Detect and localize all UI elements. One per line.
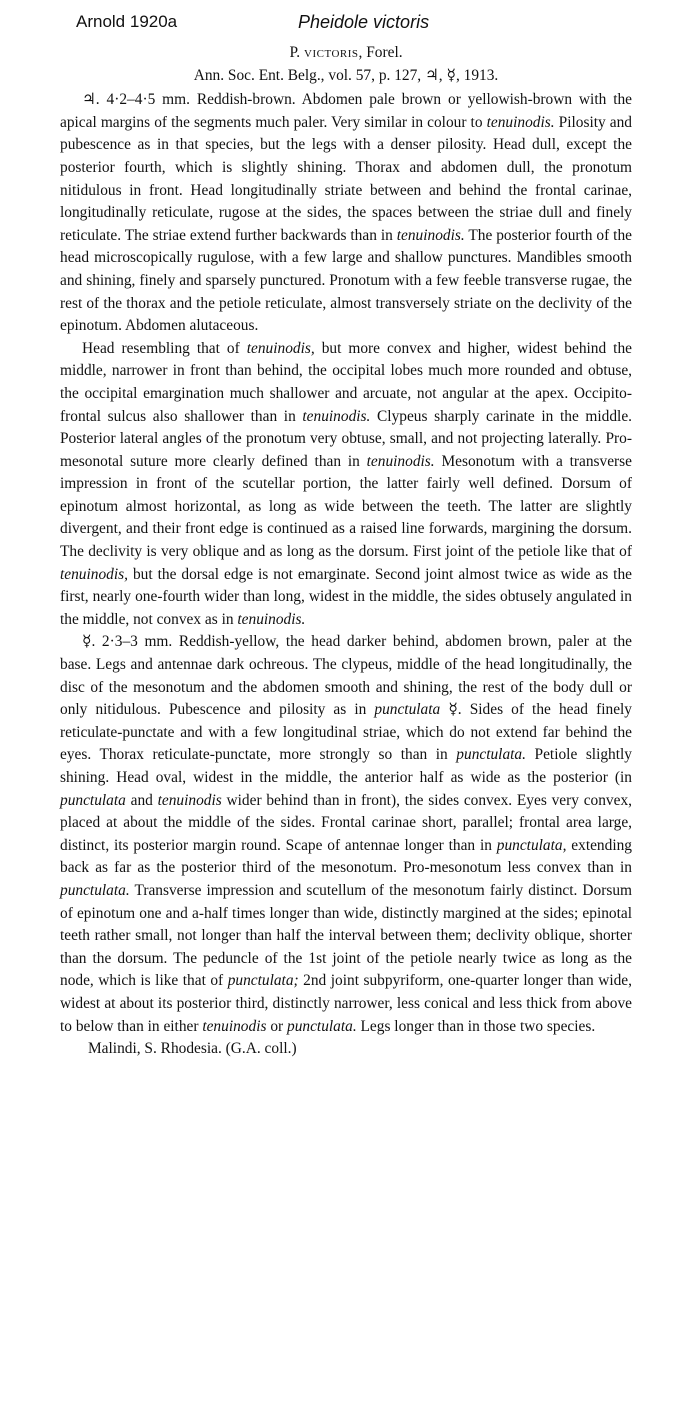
italic-taxon-name: punctulata. — [60, 881, 130, 899]
italic-taxon-name: tenuinodis. — [486, 113, 555, 131]
species-author: , Forel. — [358, 44, 403, 61]
italic-taxon-name: tenuinodis. — [366, 452, 435, 470]
italic-taxon-name: tenuinodis, — [60, 565, 128, 583]
species-title — [60, 42, 632, 65]
italic-taxon-name: tenuinodis — [202, 1017, 267, 1035]
italic-taxon-name: punctulata. — [456, 746, 526, 764]
species-name: victoris — [304, 44, 359, 61]
major-head-paragraph: Head resembling that of tenuinodis, but more convex and higher, widest behind the middle, narrower in front than behind, the occipital lobes much more rounded and obtuse, the occipital emargination much shallower and arcuate, not angular at the apex. Occipito-frontal sulcus also shallower than in tenuinodis. Clypeus sharply carinate in the middle. Posterior lateral angles of the pronotum very obtuse, small, and not projecting laterally. Pro-mesonotal suture more clearly defined than in tenuinodis. Mesonotum with a transverse impression in front of the scutellar portion, the latter fairly well defined. Dorsum of epinotum almost horizontal, as long as wide between the teeth. The latter are slightly divergent, and their front edge is continued as a raised line forwards, margining the dorsum. The declivity is very oblique and as long as the dorsum. First joint of the petiole like that of tenuinodis, but the dorsal edge is not emarginate. Second joint almost twice as wide as the first, nearly one-fourth wider than long, widest in the middle, the sides obtusely angulated in the middle, not convex as in tenuinodis. — [60, 339, 633, 628]
italic-taxon-name: punctulata. — [287, 1017, 357, 1035]
major-description-paragraph: ♃. 4·2–4·5 mm. Reddish-brown. Abdomen pale brown or yellowish-brown with the apical margins of the segments much paler. Very similar in colour to tenuinodis. Pilosity and pubescence as in that species, but the legs with a denser pilosity. Head dull, except the posterior fourth, which is slightly shining. Thorax and abdomen dull, the pronotum nitidulous in front. Head longitudinally striate between and behind the frontal carinae, longitudinally reticulate, rugose at the sides, the spaces between the striae dull and finely reticulate. The striae extend further backwards than in tenuinodis. The posterior fourth of the head microscopically rugulose, with a few large and shallow punctures. Mandibles smooth and shining, finely and sparsely punctured. Pronotum with a few feeble transverse rugae, the rest of the thorax and the petiole reticulate, almost transversely striate on the declivity of the epinotum. Abdomen alutaceous. — [60, 91, 632, 335]
italic-taxon-name: punctulata; — [227, 972, 299, 990]
citation: Ann. Soc. Ent. Belg., vol. 57, p. 127, ♃, ☿, 1913. — [193, 66, 499, 84]
italic-taxon-name: tenuinodis. — [237, 610, 306, 628]
genus-abbrev: P. — [289, 44, 301, 61]
document-body — [60, 40, 632, 1061]
italic-taxon-name: tenuinodis — [157, 791, 222, 809]
page-header — [0, 12, 680, 38]
locality-line: Malindi, S. Rhodesia. (G.A. coll.) — [88, 1040, 297, 1058]
italic-taxon-name: tenuinodis. — [302, 407, 371, 425]
italic-taxon-name: tenuinodis, — [246, 339, 315, 357]
italic-taxon-name: punctulata — [374, 701, 441, 719]
worker-description-paragraph: ☿. 2·3–3 mm. Reddish-yellow, the head darker behind, abdomen brown, paler at the base. Legs and antennae dark ochreous. The clypeus, middle of the head longitudinally, the disc of the mesonotum and the abdomen smooth and shining, the rest of the body dull or only nitidulous. Pubescence and pilosity as in punctulata ☿. Sides of the head finely reticulate-punctate and with a few longitudinal striae, which do not extend far behind the eyes. Thorax reticulate-punctate, more strongly so than in punctulata. Petiole slightly shining. Head oval, widest in the middle, the anterior half as wide as the posterior (in punctulata and tenuinodis wider behind than in front), the sides convex. Eyes very convex, placed at about the middle of the sides. Frontal carinae short, parallel; frontal area large, distinct, its posterior margin round. Scape of antennae longer than in punctulata, extending back as far as the posterior third of the mesonotum. Pro-mesonotum less convex than in punctulata. Transverse impression and scutellum of the mesonotum fairly distinct. Dorsum of epinotum one and a-half times longer than wide, distinctly margined at the sides; epinotal teeth rather small, not longer than half the interval between them; declivity oblique, shorter than the dorsum. The peduncle of the 1st joint of the petiole nearly twice as long as the node, which is like that of punctulata; 2nd joint subpyriform, one-quarter longer than wide, widest at about its posterior third, distinctly narrower, less conical and less thick from above to below than in either tenuinodis or punctulata. Legs longer than in those two species. — [60, 633, 633, 1035]
reference-label: Arnold 1920a — [76, 12, 178, 31]
italic-taxon-name: punctulata — [60, 791, 126, 809]
species-heading: Pheidole victoris — [298, 12, 430, 32]
italic-taxon-name: punctulata, — [496, 836, 567, 854]
italic-taxon-name: tenuinodis. — [396, 226, 465, 244]
